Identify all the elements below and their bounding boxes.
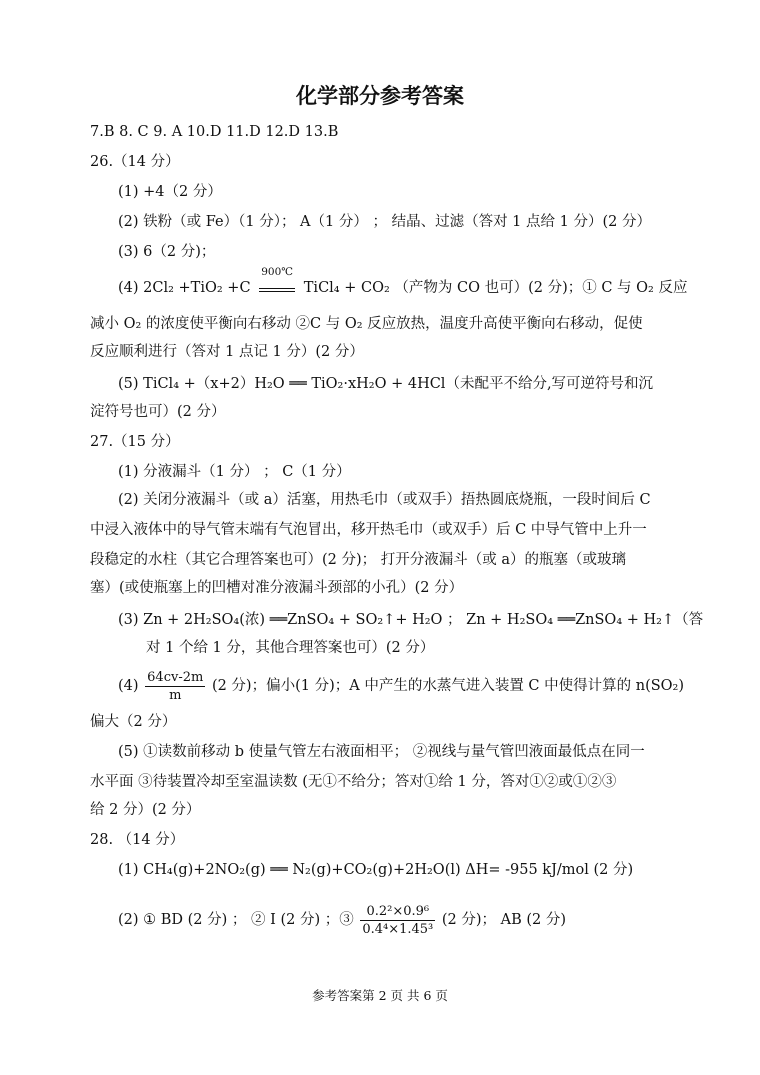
q28-part2	[118, 900, 566, 940]
q28-header: 28. （14 分）	[90, 832, 185, 848]
q28-part2-prefix: (2) ① BD (2 分) ； ② I (2 分) ；③	[118, 912, 354, 928]
fraction-numerator: 64cv-2m	[147, 669, 204, 685]
q27-part1: (1) 分液漏斗（1 分） ； C（1 分）	[118, 464, 351, 480]
q26-header: 26.（14 分）	[90, 154, 180, 170]
mc-answers: 7.B 8. C 9. A 10.D 11.D 12.D 13.B	[90, 124, 339, 140]
page-footer: 参考答案第 2 页 共 6 页	[312, 988, 448, 1003]
q26-part5-line2: 淀符号也可）(2 分）	[90, 404, 226, 420]
fraction	[145, 669, 205, 704]
q27-part2-line2: 中浸入液体中的导气管末端有气泡冒出，移开热毛巾（或双手）后 C 中导气管中上升一	[90, 522, 647, 538]
q27-part2-line3: 段稳定的水柱（其它合理答案也可）(2 分)； 打开分液漏斗（或 a）的瓶塞（或玻璃	[90, 552, 627, 568]
q26-part4-prefix: (4) 2Cl₂ +TiO₂ +C	[118, 280, 251, 296]
q27-part3-line2: 对 1 个给 1 分，其他合理答案也可）(2 分）	[146, 640, 435, 656]
q27-header: 27.（15 分）	[90, 434, 180, 450]
fraction-numerator: 0.2²×0.9⁶	[360, 903, 435, 921]
q26-part4-line2: 减小 O₂ 的浓度使平衡向右移动 ②C 与 O₂ 反应放热，温度升高使平衡向右移动，促使	[90, 316, 643, 332]
reaction-condition-label: 900℃	[261, 266, 294, 278]
q27-part2-line4: 塞）(或使瓶塞上的凹槽对准分液漏斗颈部的小孔）(2 分）	[90, 580, 464, 596]
q26-part2: (2) 铁粉（或 Fe）（1 分）； A（1 分） ； 结晶、过滤（答对 1 点给 1 分）(2 分）	[118, 214, 651, 230]
q26-part3: (3) 6（2 分)；	[118, 244, 216, 260]
q27-part5-line2: 水平面 ③待装置冷却至室温读数 (无①不给分；答对①给 1 分，答对①②或①②③	[90, 774, 617, 790]
q28-part1: (1) CH₄(g)+2NO₂(g) ══ N₂(g)+CO₂(g)+2H₂O(l) ΔH= -955 kJ/mol (2 分)	[118, 862, 634, 878]
q27-part5-line3: 给 2 分）(2 分）	[90, 802, 201, 818]
fraction-denominator: m	[169, 687, 182, 703]
q27-part5-line1: (5) ①读数前移动 b 使量气管左右液面相平； ②视线与量气管凹液面最低点在同一	[118, 744, 645, 760]
reaction-condition	[259, 266, 295, 292]
page-title: 化学部分参考答案	[296, 84, 464, 108]
q26-part1: (1) +4（2 分）	[118, 184, 222, 200]
q27-part4-line2: 偏大（2 分）	[90, 714, 177, 730]
q27-part4-suffix: (2 分)；偏小(1 分)；A 中产生的水蒸气进入装置 C 中使得计算的 n(SO₂)	[211, 678, 685, 694]
equilibrium-constant-fraction	[360, 903, 435, 938]
q27-part4-prefix: (4)	[118, 678, 139, 694]
q27-part4-line1	[118, 668, 684, 704]
q27-part3-line1: (3) Zn + 2H₂SO₄(浓) ══ZnSO₄ + SO₂↑+ H₂O ； Zn + H₂SO₄ ══ZnSO₄ + H₂↑（答	[118, 612, 704, 628]
q28-part2-suffix: (2 分)； AB (2 分)	[441, 912, 567, 928]
q26-part4-suffix: TiCl₄ + CO₂ （产物为 CO 也可）(2 分)；① C 与 O₂ 反应	[303, 280, 688, 296]
q26-part5-line1: (5) TiCl₄ +（x+2）H₂O ══ TiO₂·xH₂O + 4HCl（未配平不给分,写可逆符号和沉	[118, 376, 654, 392]
q26-part4-line3: 反应顺利进行（答对 1 点记 1 分）(2 分）	[90, 344, 364, 360]
fraction-denominator: 0.4⁴×1.45³	[362, 921, 434, 937]
q26-part4-line1	[118, 266, 688, 298]
equals-sign	[259, 288, 295, 292]
q27-part2-line1: (2) 关闭分液漏斗（或 a）活塞，用热毛巾（或双手）捂热圆底烧瓶，一段时间后 C	[118, 492, 651, 508]
